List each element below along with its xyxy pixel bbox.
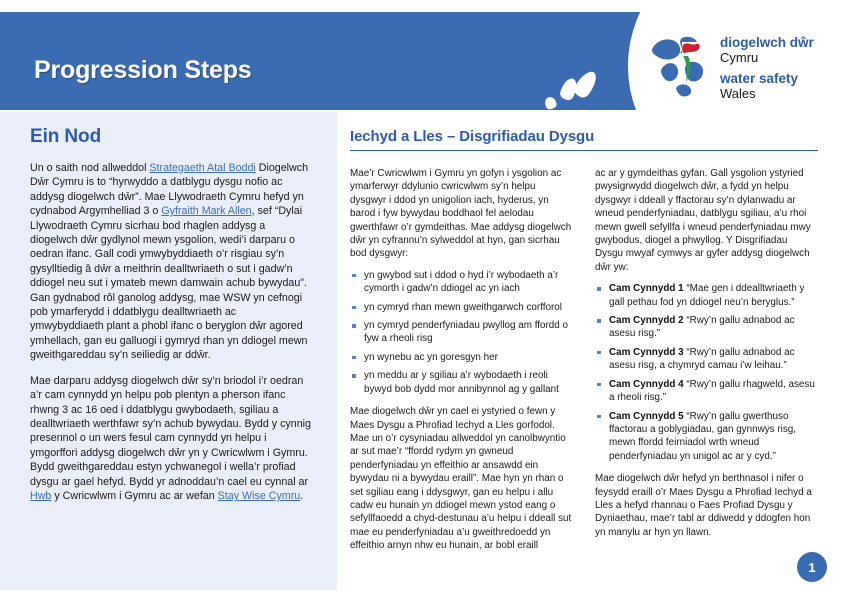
list-item: yn gwybod sut i ddod o hyd i’r wybodaeth a’r cymorth i gadw’n ddiogel ac yn iach: [350, 269, 573, 296]
column-left-intro: Mae’r Cwricwlwm i Gymru yn gofyn i ysgolion ac ymarferwyr ddylunio cwricwlwm sy’n helpu dysgwyr i ddod yn unigolion iach, hyderus, yn barod i fyw bywydau boddhaol fel aelodau gwerthfawr o’r gymdeithas. Mae addysg diogelwch dŵr yn cyfrannu’n sylweddol at hyn, gan sicrhau bod dysgwyr:: [350, 168, 572, 260]
left-sidebar-panel: [0, 112, 337, 590]
progression-steps-list: [595, 282, 818, 463]
step-text: “Rwy’n gallu rhagweld, asesu a rheoli risg.”: [609, 378, 815, 404]
left-p2-text-a: Mae darparu addysg diogelwch dŵr sy’n briodol i’r oedran a’r cam cynnydd yn helpu pob plentyn a pherson ifanc rhwng 3 ac 16 oed i ddatblygu gwybodaeth, sgiliau a dealltwriaeth werthfawr sy’n achub bywydau. Bydd y cynnig presennol o un wers fesul cam cynnydd yn helpu i ymgorffori addysg diogelwch dŵr yn y Cwricwlwm i Gymru. Bydd gweithgareddau estyn ychwanegol i wella’r profiad dysgu ar gael hefyd. Bydd yr adnoddau’n cael eu cynnal ar: [30, 374, 311, 488]
logo-line-english-bold: water safety: [720, 71, 799, 86]
step-text: “Rwy’n gallu adnabod ac asesu risg.”: [609, 315, 795, 340]
left-p2-text-b: y Cwricwlwm i Gymru ac ar wefan: [51, 489, 218, 502]
link-hwb[interactable]: Hwb: [30, 489, 52, 502]
link-stay-wise-cymru[interactable]: Stay Wise Cymru: [217, 489, 301, 502]
list-item-progression-step: [595, 346, 818, 373]
content-column-right: [595, 167, 818, 549]
left-p1-text-b: Diogelwch Dŵr Cymru is to “hyrwyddo a datblygu dysgu nofio ac addysg diogelwch dŵr”. Mae Llywodraeth Cymru hefyd yn cydnabod Argymhelliad 3 o: [30, 162, 309, 218]
column-right-outro: Mae diogelwch dŵr hefyd yn berthnasol i nifer o feysydd eraill o’r Maes Dysgu a Phrofiad Iechyd a Lles a hefyd rhannau o Faes Profiad Dysgu y Dyniaethau, mae’r tabl ar ddiwedd y ddogfen hon yn manylu ar hyn yn llawn.: [595, 473, 812, 538]
left-p1-text-c: , sef “Dylai Llywodraeth Cymru sicrhau bod rhaglen addysg a diogelwch dŵr gydlynol mewn ysgolion, wedi’i darparu o oedran ifanc. Gall codi ymwybyddiaeth o’r risgiau sy’n gysylltiedig â dŵr a meithrin dealltwriaeth o sut i gadw’n ddiogel neu sut i ymateb mewn damwain achub bywydau”. Gan gydnabod rôl ganolog addysg, mae WSW yn cefnogi pob ymarferydd i ddatblygu dealltwriaeth ac ymwybyddiaeth plant a phobl ifanc o beryglon dŵr agored ymhellach, gan eu galluogi i gymryd rhan yn ddiogel mewn gweithgareddau sy’n seiliedig ar ddŵr.: [30, 205, 308, 362]
logo-line-cymru: Cymru: [720, 50, 759, 65]
column-left-outro: Mae diogelwch dŵr yn cael ei ystyried o fewn y Maes Dysgu a Phrofiad Iechyd a Lles gorfodol. Mae un o’r cysyniadau allweddol yn canolbwyntio ar sut mae’r “ffordd rydym yn gwneud penderfyniadau yn effeithio ar ansawdd ein bywydau ni a bywydau eraill”. Mae hyn yn rhan o set sgiliau eang i ddysgwyr, gan eu helpu i allu cadw eu hunain yn ddiogel mewn ystod eang o sefyllfaoedd a chyd-destunau a’u helpu i ddeall sut mae eu penderfyniadau a’u gweithredoedd yn effeithio arnyn nhw eu hunain, ar bobl eraill: [350, 406, 572, 552]
main-content-area: [350, 128, 818, 563]
learning-outcomes-list: [350, 269, 573, 396]
left-p1-text-a: Un o saith nod allweddol: [30, 162, 150, 174]
left-panel-content: [30, 126, 312, 503]
logo-line-wales: Wales: [720, 86, 756, 101]
content-column-left: [350, 167, 573, 563]
two-column-layout: [350, 167, 818, 563]
list-item: yn cymryd penderfyniadau pwyllog am ffordd o fyw a rheoli risg: [350, 319, 573, 346]
logo-line-welsh-bold: diogelwch dŵr: [720, 35, 814, 50]
step-label: Cam Cynnydd 1: [609, 283, 684, 295]
brand-logo-text: [720, 36, 832, 101]
link-gyfraith-mark-allen[interactable]: Gyfraith Mark Allen: [161, 205, 252, 218]
step-label: Cam Cynnydd 2: [609, 315, 684, 327]
left-p2-text-c: .: [300, 489, 304, 502]
list-item: yn cymryd rhan mewn gweithgarwch corfforol: [350, 301, 573, 314]
list-item-progression-step: [595, 314, 818, 341]
left-paragraph-1: [30, 161, 312, 363]
step-label: Cam Cynnydd 3: [609, 346, 684, 358]
page-number-badge: 1: [797, 552, 827, 582]
column-right-intro: ac ar y gymdeithas gyfan. Gall ysgolion ystyried pwysigrwydd diogelwch dŵr, a fydd yn helpu dysgwyr i ddeall y ffactorau sy’n dylanwadu ar wneud penderfyniadau, datblygu sgiliau, a’u rhoi mewn gwell sefyllfa i wneud penderfyniadau mwy gwybodus, diogel a phwyllog. Y Disgrifiadau Dysgu mwyaf cymwys ar gyfer addysg diogelwch dŵr yw:: [595, 168, 811, 273]
step-label: Cam Cynnydd 4: [609, 378, 684, 390]
step-label: Cam Cynnydd 5: [609, 410, 684, 422]
list-item-progression-step: [595, 378, 818, 405]
left-paragraph-2: [30, 374, 312, 504]
section-heading: Iechyd a Lles – Disgrifiadau Dysgu: [350, 128, 818, 151]
list-item-progression-step: [595, 282, 818, 309]
step-text: “Rwy’n gallu adnabod ac asesu risg, a chymryd camau i’w leihau.”: [609, 346, 795, 372]
water-droplet-large-icon: [572, 68, 601, 100]
water-safety-wales-logo-icon: [648, 32, 716, 98]
list-item: yn wynebu ac yn goresgyn her: [350, 351, 573, 364]
brand-logo: [648, 32, 830, 100]
step-text: “Rwy’n gallu gwerthuso ffactorau a goblygiadau, gan gynnwys risg, mewn ffordd feirniadol wrth wneud penderfyniadau yn unigol ac ar y cyd.”: [609, 410, 797, 462]
link-strategaeth-atal-boddi[interactable]: Strategaeth Atal Boddi: [149, 162, 256, 174]
water-droplet-small-icon: [543, 96, 557, 110]
list-item: yn meddu ar y sgiliau a’r wybodaeth i reoli bywyd bob dydd mor annibynnol ag y gallant: [350, 369, 573, 396]
step-text: “Mae gen i ddealltwriaeth y gall pethau fod yn ddiogel neu’n beryglus.”: [609, 283, 805, 308]
page-title: Progression Steps: [34, 56, 252, 84]
list-item-progression-step: [595, 410, 818, 464]
left-panel-heading: Ein Nod: [30, 126, 102, 147]
